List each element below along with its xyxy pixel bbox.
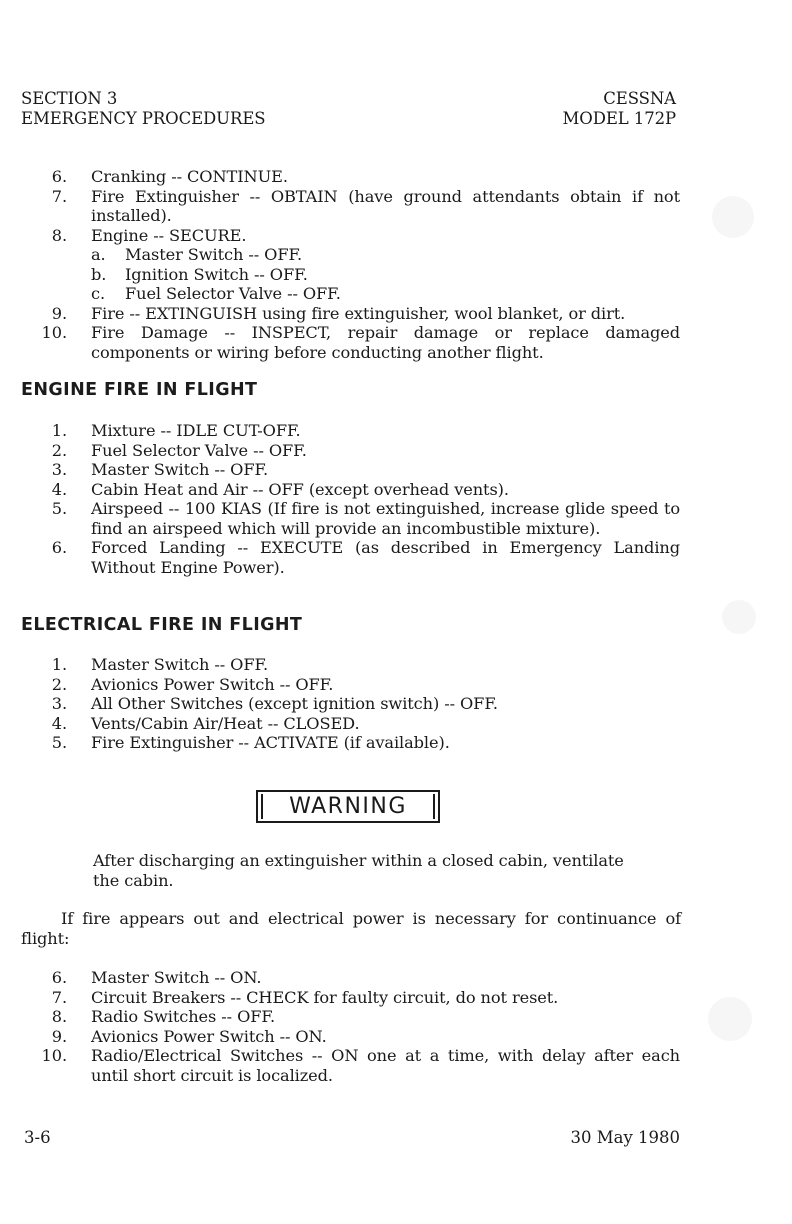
procedure-step [0,187,792,226]
step-number: 8. [51,1007,67,1026]
step-number: 1. [51,655,67,674]
step-number: 10. [41,323,67,342]
substep-letter: a. [91,245,106,264]
substep-text: Master Switch -- OFF. [125,245,303,264]
step-number: 4. [51,479,67,499]
step-text: Master Switch -- OFF. [91,460,269,479]
procedure-step [0,480,792,500]
procedure-step [0,323,792,362]
step-text: Engine -- SECURE. [91,225,247,245]
procedure-step [0,733,792,753]
step-text: Avionics Power Switch -- OFF. [91,674,334,694]
step-number: 10. [41,1046,67,1065]
step-number: 3. [51,460,67,479]
step-number: 7. [51,987,67,1007]
procedure-step [0,1046,792,1085]
step-text: Airspeed -- 100 KIAS (If fire is not extinguished, increase glide speed to find an airspeed which will provide an incombustible mixture). [91,499,680,538]
step-number: 7. [51,186,67,206]
substep-letter: b. [91,264,107,284]
procedure-step [0,675,792,695]
step-text: Fire Damage -- INSPECT, repair damage or replace damaged components or wiring before conducting another flight. [91,323,680,362]
revision-date: 30 May 1980 [570,1128,680,1147]
procedure-step [0,304,792,324]
continuance-paragraph: If fire appears out and electrical power is necessary for continuance of flight: [21,909,681,948]
procedure-step [0,1007,792,1027]
step-number: 9. [51,303,67,323]
warning-label-text: WARNING [289,794,407,819]
step-number: 5. [51,499,67,518]
page-number: 3-6 [24,1128,51,1147]
step-text: Circuit Breakers -- CHECK for faulty circuit, do not reset. [91,987,559,1007]
section-title: EMERGENCY PROCEDURES [21,108,266,128]
substep-text: Fuel Selector Valve -- OFF. [125,284,341,303]
step-text: Fire Extinguisher -- OBTAIN (have ground attendants obtain if not installed). [91,186,680,225]
procedure-step [0,1027,792,1047]
step-number: 1. [51,421,67,440]
procedure-step [0,460,792,480]
procedure-step [0,655,792,675]
procedure-substep [0,245,792,265]
step-text: Radio/Electrical Switches -- ON one at a time, with delay after each until short circuit is localized. [91,1046,680,1085]
scan-smudge [722,600,756,634]
header-left [21,89,265,128]
step-text: Fire Extinguisher -- ACTIVATE (if available). [91,733,450,752]
substep-letter: c. [91,284,106,303]
electrical-fire-heading: ELECTRICAL FIRE IN FLIGHT [21,615,303,635]
step-text: Cranking -- CONTINUE. [91,167,288,186]
step-text: Master Switch -- ON. [91,968,262,987]
procedure-step [0,538,792,577]
model-label: MODEL 172P [562,108,676,128]
electrical-fire-steps [0,655,792,753]
procedure-step [0,499,792,538]
step-text: Fire -- EXTINGUISH using fire extinguisher, wool blanket, or dirt. [91,303,626,323]
section-label: SECTION 3 [21,89,118,108]
step-text: Mixture -- IDLE CUT-OFF. [91,421,301,440]
step-number: 9. [51,1026,67,1046]
step-number: 8. [51,225,67,245]
procedure-step [0,988,792,1008]
step-number: 5. [51,733,67,752]
step-text: Fuel Selector Valve -- OFF. [91,440,307,460]
ground-fire-steps [0,167,792,362]
step-text: Vents/Cabin Air/Heat -- CLOSED. [91,713,360,733]
step-number: 2. [51,440,67,460]
step-text: Forced Landing -- EXECUTE (as described in Emergency Landing Without Engine Power). [91,538,680,577]
step-text: All Other Switches (except ignition switch) -- OFF. [91,694,498,713]
procedure-step [0,167,792,187]
electrical-restore-steps [0,968,792,1085]
procedure-step [0,968,792,988]
procedure-substep [0,265,792,285]
procedure-step [0,441,792,461]
step-number: 6. [51,538,67,557]
procedure-step [0,714,792,734]
procedure-step [0,421,792,441]
warning-label [256,790,440,823]
step-text: Master Switch -- OFF. [91,655,269,674]
header-right [563,89,677,128]
procedure-step [0,226,792,246]
engine-fire-steps [0,421,792,577]
step-text: Avionics Power Switch -- ON. [91,1026,327,1046]
engine-fire-heading: ENGINE FIRE IN FLIGHT [21,380,258,400]
manufacturer-label: CESSNA [603,89,676,108]
substep-text: Ignition Switch -- OFF. [125,264,308,284]
step-number: 4. [51,713,67,733]
warning-text: After discharging an extinguisher within a closed cabin, ventilate the cabin. [93,851,624,890]
step-number: 6. [51,968,67,987]
procedure-step [0,694,792,714]
step-number: 2. [51,674,67,694]
procedure-substep [0,284,792,304]
step-number: 3. [51,694,67,713]
step-text: Cabin Heat and Air -- OFF (except overhead vents). [91,479,509,499]
step-number: 6. [51,167,67,186]
step-text: Radio Switches -- OFF. [91,1007,276,1026]
